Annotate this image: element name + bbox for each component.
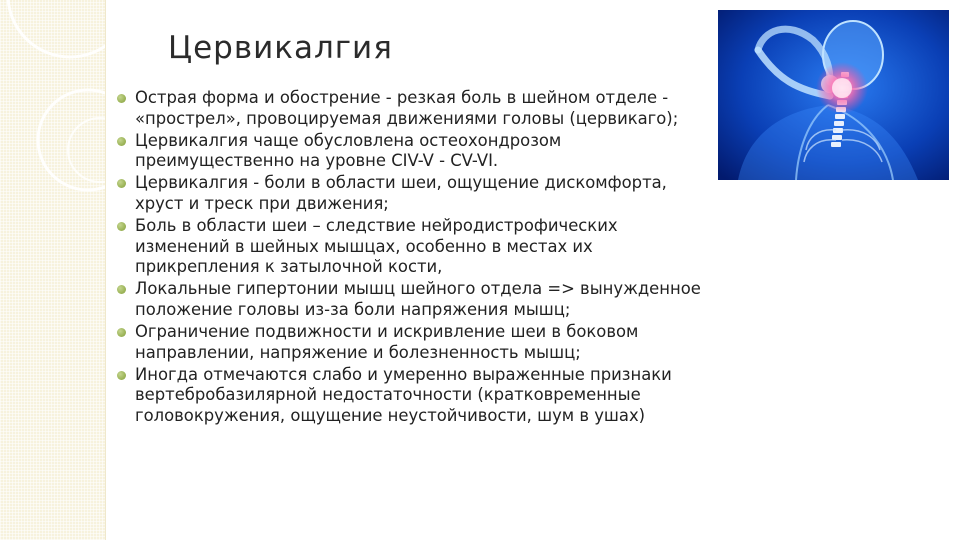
bullet-text: Боль в области шеи – следствие нейродистрофических изменений в шейных мышцах, особенно в местах их прикрепления к затылочной кости, bbox=[135, 216, 618, 277]
bullet-item bbox=[117, 88, 737, 129]
bullet-dot-icon bbox=[117, 94, 126, 103]
bullet-text: Ограничение подвижности и искривление шеи в боковом направлении, напряжение и болезненность мышц; bbox=[135, 322, 639, 362]
bullet-item bbox=[117, 173, 737, 214]
decorative-left-band bbox=[0, 0, 106, 540]
bullet-item bbox=[117, 365, 737, 427]
bullet-dot-icon bbox=[117, 371, 126, 380]
bullet-dot-icon bbox=[117, 285, 126, 294]
bullet-text: Иногда отмечаются слабо и умеренно выраженные признаки вертебробазилярной недостаточности (кратковременные головокружения, ощущение неустойчивости, шум в ушах) bbox=[135, 364, 672, 425]
bullet-item bbox=[117, 322, 737, 363]
bullet-item bbox=[117, 131, 737, 172]
bullet-item bbox=[117, 279, 737, 320]
bullet-text: Острая форма и обострение - резкая боль в шейном отделе - «прострел», провоцируемая движениями головы (цервикаго); bbox=[135, 88, 679, 128]
bullet-dot-icon bbox=[117, 222, 126, 231]
bullet-dot-icon bbox=[117, 328, 126, 337]
slide-title: Цервикалгия bbox=[168, 30, 393, 66]
neck-pain-xray-icon bbox=[718, 10, 949, 180]
bullet-text: Локальные гипертонии мышц шейного отдела => вынужденное положение головы из-за боли напряжения мышц; bbox=[135, 279, 701, 319]
decorative-arcs bbox=[0, 0, 105, 540]
bullet-dot-icon bbox=[117, 137, 126, 146]
bullet-dot-icon bbox=[117, 179, 126, 188]
neck-pain-xray-image bbox=[718, 10, 949, 180]
bullet-item bbox=[117, 216, 737, 278]
bullet-list bbox=[117, 88, 737, 428]
bullet-text: Цервикалгия чаще обусловлена остеохондрозом преимущественно на уровне СIV-V - СV-VI. bbox=[135, 130, 562, 171]
bullet-text: Цервикалгия - боли в области шеи, ощущение дискомфорта, хруст и треск при движения; bbox=[135, 173, 667, 213]
